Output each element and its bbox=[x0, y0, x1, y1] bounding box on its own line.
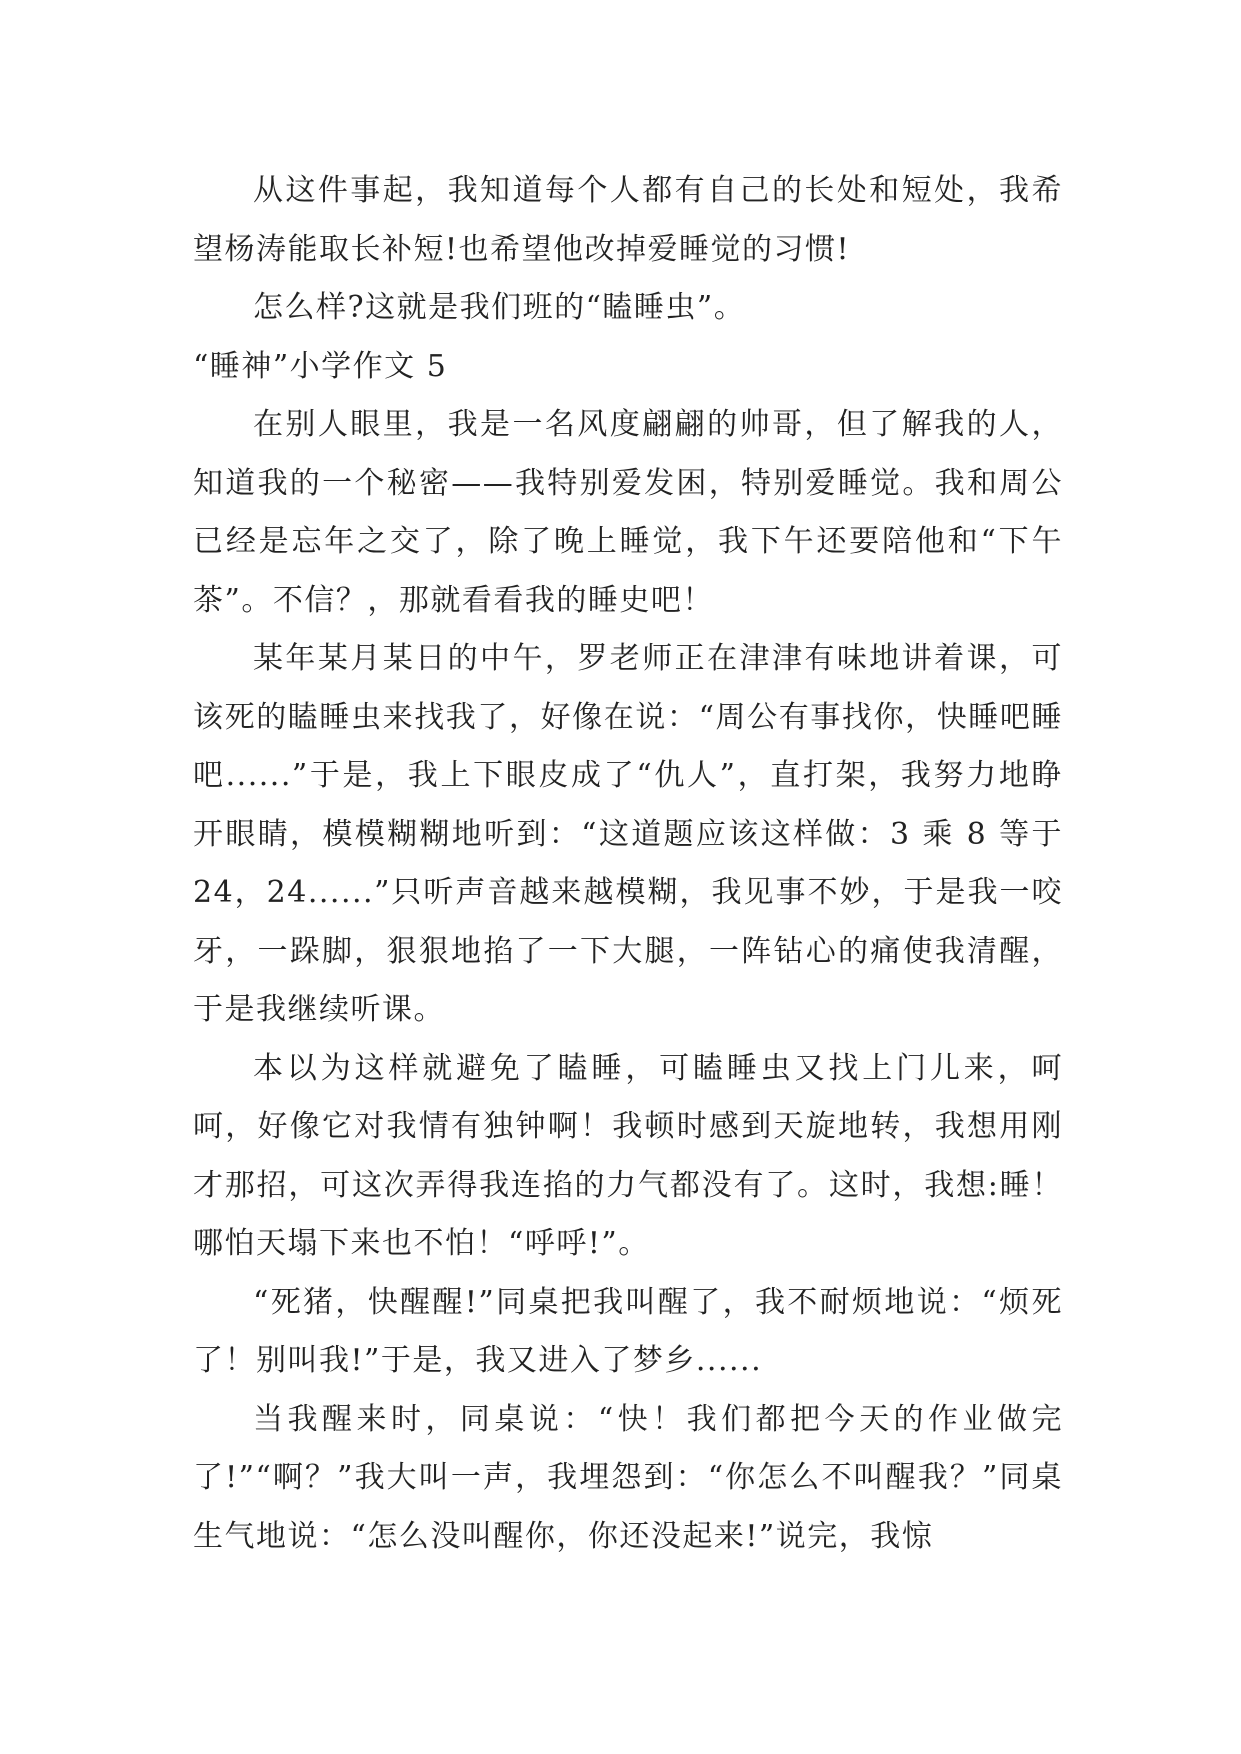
paragraph: 本以为这样就避免了瞌睡，可瞌睡虫又找上门儿来，呵呵，好像它对我情有独钟啊！我顿时感到天旋地转，我想用刚才那招，可这次弄得我连掐的力气都没有了。这时，我想:睡！哪怕天塌下来也不怕！“呼呼!”。 bbox=[193, 1050, 1063, 1261]
paragraph: 在别人眼里，我是一名风度翩翩的帅哥，但了解我的人，知道我的一个秘密——我特别爱发困，特别爱睡觉。我和周公已经是忘年之交了，除了晚上睡觉，我下午还要陪他和“下午茶”。不信？，那就看看我的睡史吧！ bbox=[193, 407, 1063, 618]
paragraph: 当我醒来时，同桌说：“快！我们都把今天的作业做完了!”“啊？”我大叫一声，我埋怨到：“你怎么不叫醒我？”同桌生气地说：“怎么没叫醒你，你还没起来!”说完，我惊 bbox=[193, 1401, 1063, 1554]
paragraph: “死猪，快醒醒!”同桌把我叫醒了，我不耐烦地说：“烦死了！别叫我!”于是，我又进入了梦乡...... bbox=[193, 1284, 1063, 1378]
essay-heading: “睡神”小学作文 5 bbox=[193, 348, 448, 384]
paragraph: 怎么样?这就是我们班的“瞌睡虫”。 bbox=[253, 290, 746, 325]
paragraph: 某年某月某日的中午，罗老师正在津津有味地讲着课，可该死的瞌睡虫来找我了，好像在说：“周公有事找你，快睡吧睡吧......”于是，我上下眼皮成了“仇人”，直打架，我努力地睁开眼睛，模模糊糊地听到：“这道题应该这样做：3 乘 8 等于 24，24......”只听声音越来越模糊，我见事不妙，于是我一咬牙，一跺脚，狠狠地掐了一下大腿，一阵钻心的痛使我清醒，于是我继续听课。 bbox=[193, 641, 1063, 1027]
essay-text bbox=[193, 162, 1063, 1566]
paragraph: 从这件事起，我知道每个人都有自己的长处和短处，我希望杨涛能取长补短!也希望他改掉爱睡觉的习惯! bbox=[193, 173, 1063, 267]
